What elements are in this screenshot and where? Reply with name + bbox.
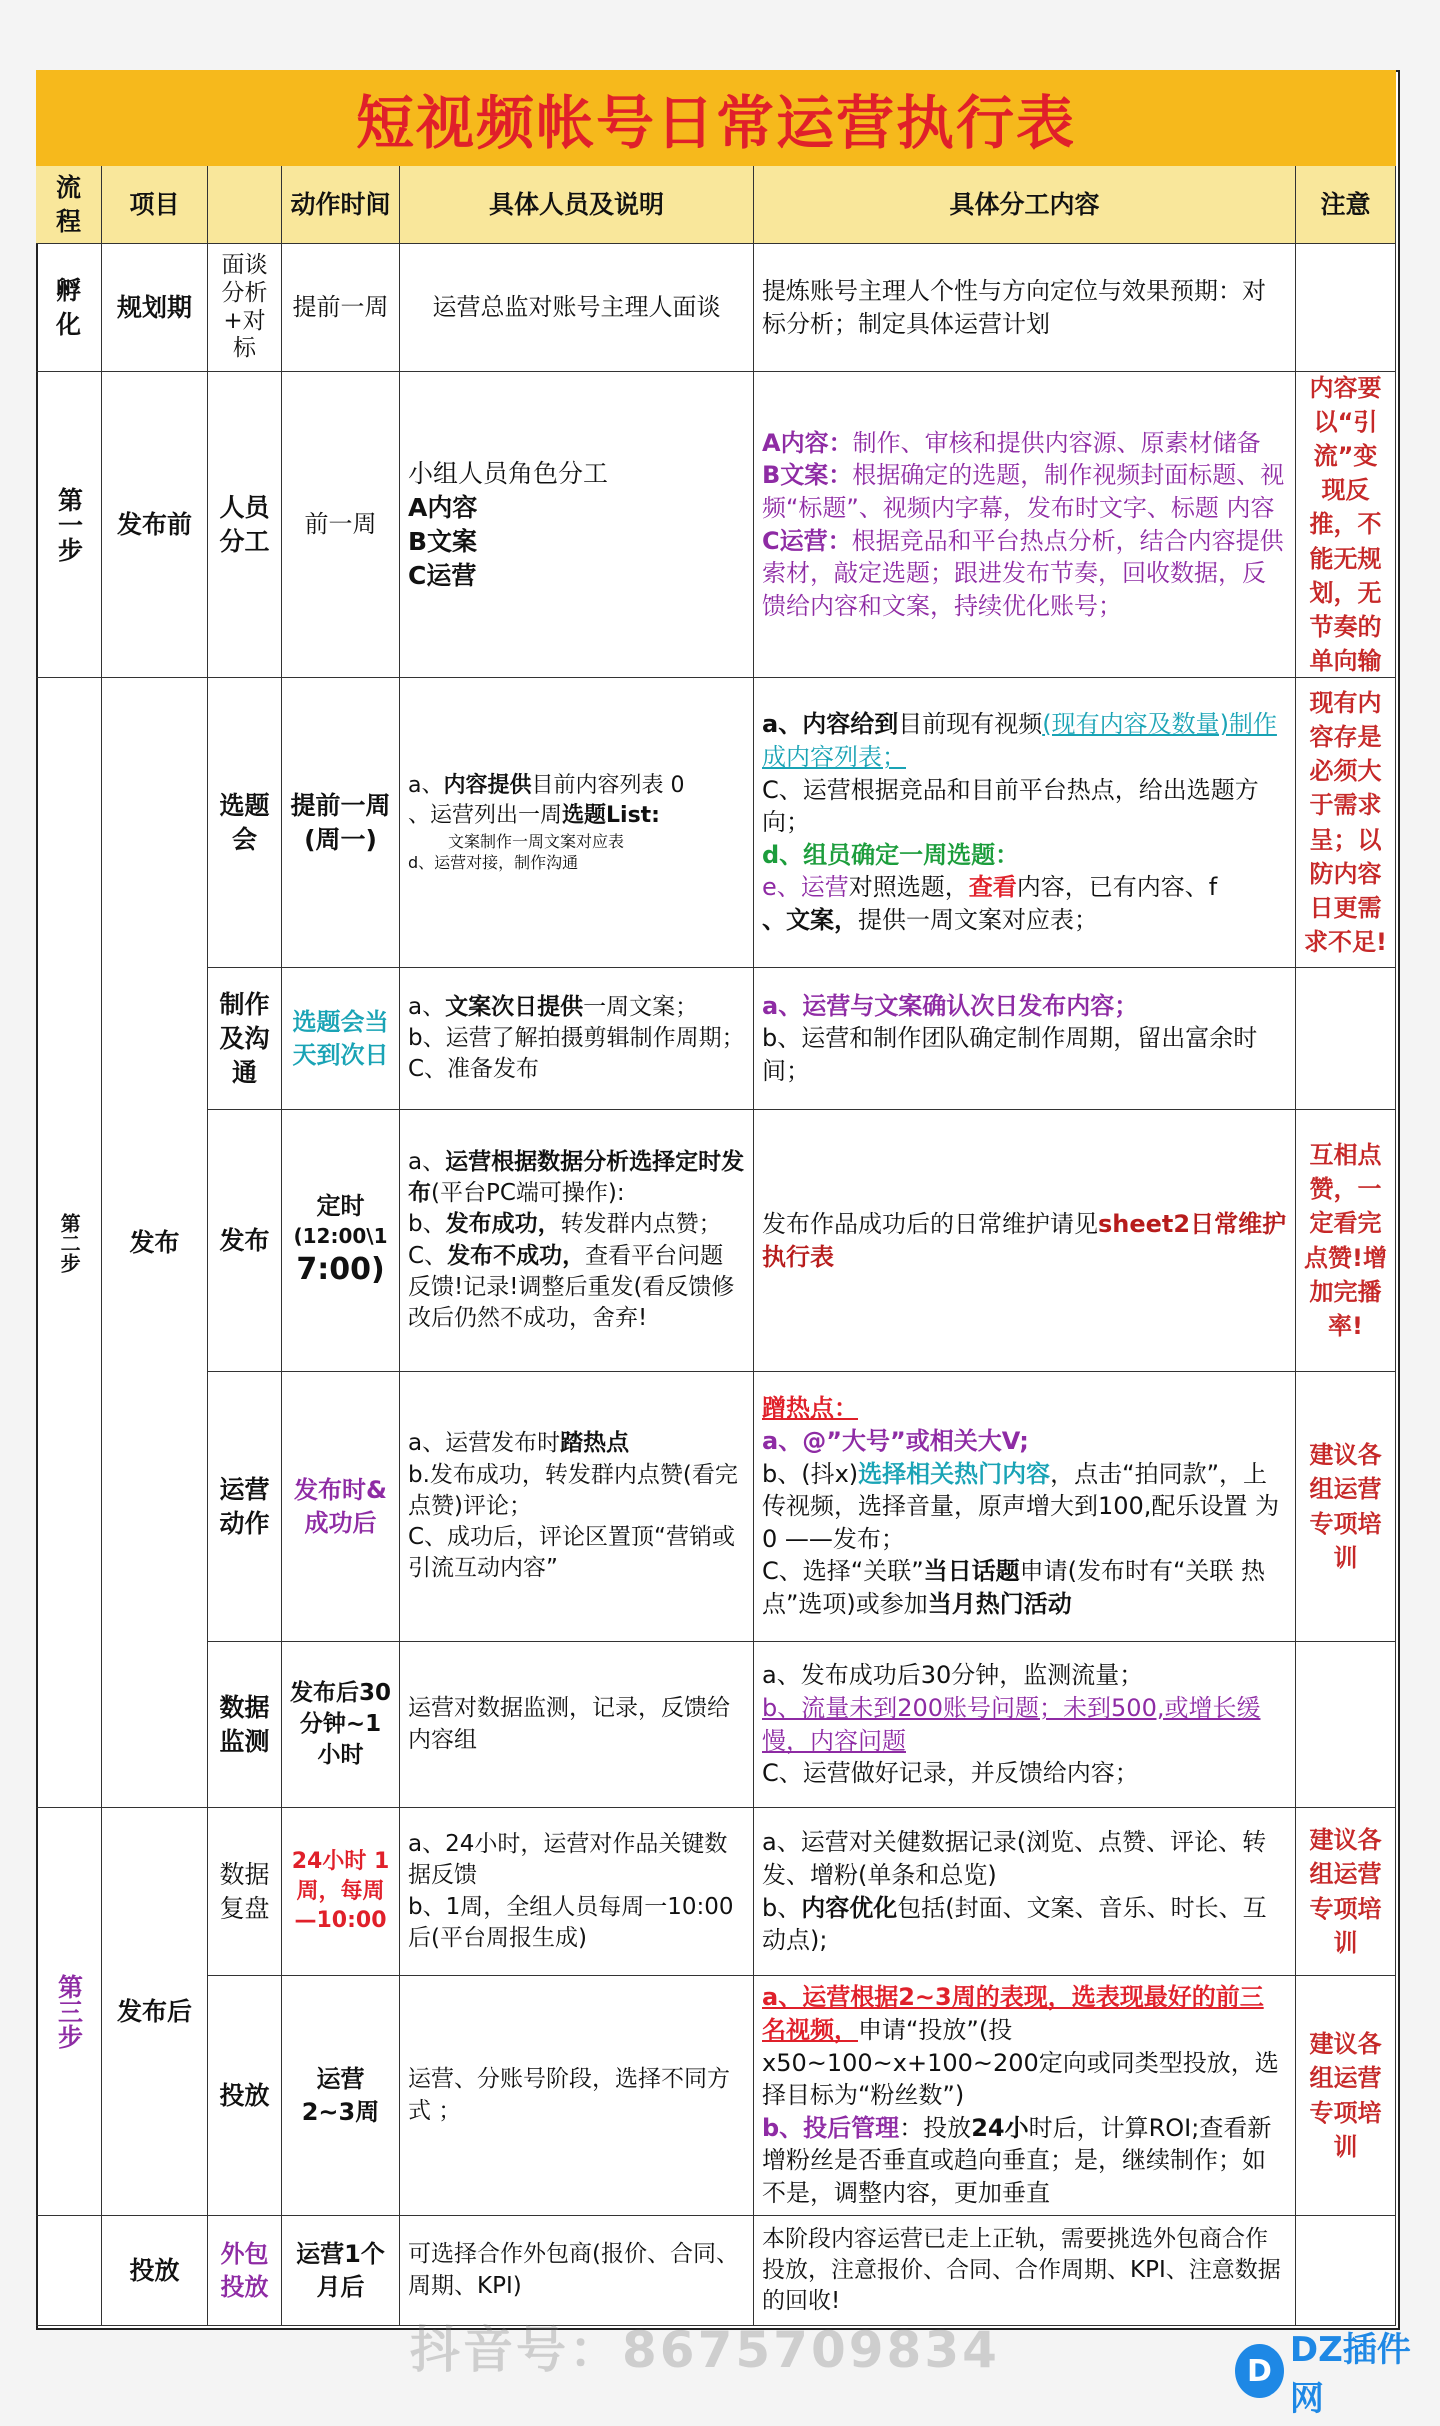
content-r7-l1: a、发布成功后30分钟，监测流量； (762, 1661, 1144, 1690)
content-r3-l1: a、内容给到目前现有视频(现有内容及数量)制作成内容列表； (762, 710, 1277, 771)
project-pre-release: 发布前 (102, 372, 208, 678)
project-release: 发布 (102, 678, 208, 1808)
flow-step-one: 第一步 (36, 372, 102, 678)
note-r2: 内容要以“引流”变现反推，不能无规划，无节奏的单向输 (1296, 372, 1396, 678)
flow-r10 (36, 2216, 102, 2326)
desc-r6 (400, 1372, 754, 1642)
desc-r4-l1: a、文案次日提供一周文案； (408, 993, 699, 1020)
desc-r7: 运营对数据监测，记录，反馈给内容组 (400, 1642, 754, 1808)
desc-r6-l3: C、成功后，评论区置顶“营销或引流互动内容” (408, 1524, 735, 1582)
time-r7: 发布后30分钟~1小时 (282, 1642, 400, 1808)
desc-r2-line4: C运营 (408, 560, 477, 590)
content-r8-l2: b、内容优化包括(封面、文案、音乐、时长、互动点); (762, 1893, 1267, 1955)
content-r9-l1: a、运营根据2~3周的表现，选表现最好的前三名视频，申请“投放”(投x50~100~x+100~200定向或同类型投放，选择目标为“粉丝数”) (762, 1983, 1279, 2110)
desc-r2-line1: 小组人员角色分工 (408, 458, 609, 488)
desc-r3-l3: 文案制作一周文案对应表 (448, 831, 625, 851)
desc-r3-l2: 、运营列出一周选题List: (408, 802, 660, 828)
desc-r6-l2: b.发布成功，转发群内点赞(看完点赞)评论； (408, 1461, 738, 1519)
desc-r5 (400, 1110, 754, 1372)
sub-review: 数据复盘 (208, 1808, 282, 1976)
content-r3-l4: e、运营对照选题，查看内容，已有内容、f (762, 873, 1218, 902)
desc-r2-line3: B文案 (408, 526, 478, 556)
content-r5 (754, 1110, 1296, 1372)
desc-r2-line2: A内容 (408, 492, 478, 522)
note-r8: 建议各组运营专项培训 (1296, 1808, 1396, 1976)
sub-interview: 面谈分析+对标 (208, 244, 282, 372)
desc-r6-l1: a、运营发布时踏热点 (408, 1430, 630, 1457)
project-placement: 投放 (102, 2216, 208, 2326)
content-r2-a: A内容：制作、审核和提供内容源、原素材储备 (762, 428, 1261, 457)
desc-r4 (400, 968, 754, 1110)
flow-incubation: 孵化 (36, 244, 102, 372)
dz-plugin-logo (1235, 2330, 1430, 2419)
content-r2-c: C运营：根据竞品和平台热点分析，结合内容提供索材，敲定选题；跟进发布节奏，回收数据，反馈给内容和文案，持续优化账号； (762, 526, 1284, 620)
dz-logo-text: DZ插件网 (1289, 2330, 1411, 2419)
header-flow: 流程 (36, 166, 102, 244)
time-r10: 运营1个月后 (282, 2216, 400, 2326)
project-post-release: 发布后 (102, 1808, 208, 2216)
flow-step-two: 第二步 (36, 678, 102, 1808)
header-sub (208, 166, 282, 244)
content-r9-l2: b、投后管理：投放24小时后，计算ROI;查看新增粉丝是否垂直或趋向垂直；是，继续制作；如不是，调整内容，更加垂直 (762, 2113, 1272, 2208)
note-r1 (1296, 244, 1396, 372)
desc-r5-l3: C、发布不成功，查看平台问题反馈!记录!调整后重发(看反馈修改后仍然不成功，舍弃! (408, 1242, 735, 1332)
content-r8-l1: a、运营对关健数据记录(浏览、点赞、评论、转发、增粉(单条和总览) (762, 1828, 1267, 1889)
time-r1: 提前一周 (282, 244, 400, 372)
content-r10: 本阶段内容运营已走上正轨，需要挑选外包商合作投放，注意报价、合同、合作周期、KPI、注意数据的回收! (754, 2216, 1296, 2326)
content-r1: 提炼账号主理人个性与方向定位与效果预期：对标分析；制定具体运营计划 (754, 244, 1296, 372)
note-r10 (1296, 2216, 1396, 2326)
content-r8 (754, 1808, 1296, 1976)
sub-outsourced-placement: 外包投放 (208, 2216, 282, 2326)
content-r6-l2: b、(抖x)选择相关热门内容，点击“拍同款”，上传视频，选择音量，原声增大到100,配乐设置 为0 ——发布； (762, 1459, 1280, 1553)
project-planning: 规划期 (102, 244, 208, 372)
sub-staffing: 人员分工 (208, 372, 282, 678)
header-note: 注意 (1296, 166, 1396, 244)
time-r3: 提前一周(周一) (282, 678, 400, 968)
content-r6-head: 蹭热点： (762, 1394, 858, 1423)
content-r6-l1: a、@”大号”或相关大V; (762, 1426, 1029, 1455)
note-r3: 现有内容存是必须大于需求呈；以防内容日更需求不足! (1296, 678, 1396, 968)
desc-r8-l2: b、1周，全组人员每周一10:00后(平台周报生成) (408, 1893, 734, 1951)
time-r5-a: 定时 (316, 1192, 365, 1221)
content-r3 (754, 678, 1296, 968)
douyin-watermark: 抖音号：8675709834 (410, 2321, 1000, 2379)
content-r9 (754, 1976, 1296, 2216)
desc-r5-l1: a、运营根据数据分析选择定时发布(平台PC端可操作): (408, 1148, 745, 1206)
header-desc: 具体人员及说明 (400, 166, 754, 244)
desc-r3 (400, 678, 754, 968)
desc-r8 (400, 1808, 754, 1976)
desc-r4-l3: C、准备发布 (408, 1056, 540, 1083)
content-r2-b: B文案：根据确定的选题，制作视频封面标题、视频“标题”、视频内字幕，发布时文字、标题 内容 (762, 461, 1285, 522)
sub-operations: 运营动作 (208, 1372, 282, 1642)
time-r6: 发布时&成功后 (282, 1372, 400, 1642)
sub-ad-placement: 投放 (208, 1976, 282, 2216)
content-r3-l3: d、组员确定一周选题： (762, 840, 1020, 869)
desc-r9: 运营、分账号阶段，选择不同方式 ； (400, 1976, 754, 2216)
page-title: 短视频帐号日常运营执行表 (36, 70, 1396, 168)
desc-r2 (400, 372, 754, 678)
flow-step-three: 第三步 (36, 1808, 102, 2216)
note-r7 (1296, 1642, 1396, 1808)
desc-r10: 可选择合作外包商(报价、合同、周期、KPI) (400, 2216, 754, 2326)
content-r4 (754, 968, 1296, 1110)
content-r3-l5: 、文案，提供一周文案对应表； (762, 906, 1098, 935)
header-project: 项目 (102, 166, 208, 244)
sub-production: 制作及沟通 (208, 968, 282, 1110)
sub-publish: 发布 (208, 1110, 282, 1372)
time-r8: 24小时 1周，每周—10:00 (282, 1808, 400, 1976)
desc-r8-l1: a、24小时，运营对作品关键数据反馈 (408, 1830, 728, 1889)
content-r6 (754, 1372, 1296, 1642)
time-r5-b: (12:00\1 (293, 1223, 388, 1248)
content-r4-l2: b、运营和制作团队确定制作周期，留出富余时间； (762, 1024, 1258, 1085)
time-r2: 前一周 (282, 372, 400, 678)
content-r7-l3: C、运营做好记录，并反馈给内容； (762, 1759, 1139, 1788)
content-r7 (754, 1642, 1296, 1808)
note-r9: 建议各组运营专项培训 (1296, 1976, 1396, 2216)
content-r4-l1: a、运营与文案确认次日发布内容； (762, 991, 1139, 1020)
desc-r5-l2: b、发布成功，转发群内点赞； (408, 1211, 722, 1238)
time-r9: 运营2~3周 (282, 1976, 400, 2216)
header-content: 具体分工内容 (754, 166, 1296, 244)
header-time: 动作时间 (282, 166, 400, 244)
content-r3-l2: C、运营根据竞品和目前平台热点，给出选题方向； (762, 775, 1259, 837)
note-r6: 建议各组运营专项培训 (1296, 1372, 1396, 1642)
desc-r4-l2: b、运营了解拍摄剪辑制作周期； (408, 1024, 745, 1051)
desc-r1: 运营总监对账号主理人面谈 (400, 244, 754, 372)
content-r2 (754, 372, 1296, 678)
sub-topic-meeting: 选题会 (208, 678, 282, 968)
content-r7-l2: b、流量未到200账号问题；未到500,或增长缓慢，内容问题 (762, 1693, 1261, 1755)
dz-logo-icon: D (1235, 2344, 1284, 2398)
time-r5-c: 7:00) (296, 1252, 385, 1287)
time-r4: 选题会当天到次日 (282, 968, 400, 1110)
desc-r3-l1: a、内容提供目前内容列表 0 (408, 772, 685, 798)
desc-r3-l4: d、运营对接，制作沟通 (408, 853, 579, 873)
content-r5-l1: 发布作品成功后的日常维护请见sheet2日常维护执行表 (762, 1209, 1287, 1271)
content-r6-l3: C、选择“关联”当日话题申请(发布时有“关联 热点”选项)或参加当月热门活动 (762, 1557, 1266, 1619)
note-r4 (1296, 968, 1396, 1110)
note-r5: 互相点赞，一定看完点赞!增加完播率! (1296, 1110, 1396, 1372)
time-r5 (282, 1110, 400, 1372)
sub-monitoring: 数据监测 (208, 1642, 282, 1808)
